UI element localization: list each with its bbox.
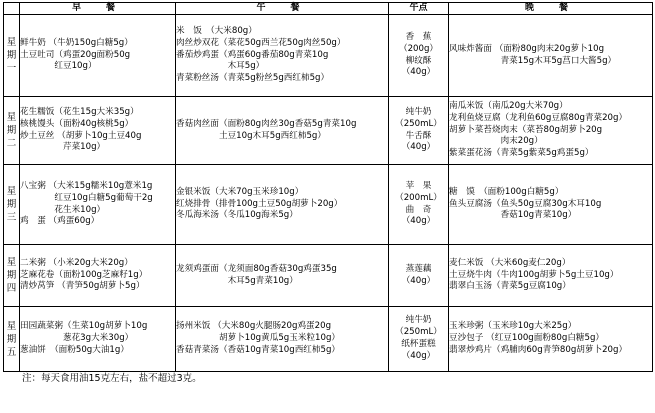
snack-header: 午点 — [389, 3, 449, 15]
day-label: 星 期 二 — [4, 97, 20, 165]
dinner-header: 晚 餐 — [449, 3, 653, 15]
lunch-cell: 米 饭 （大米80g） 肉丝炒双花（菜花50g西兰花50g肉丝50g） 番茄炒鸡蛋（鸡蛋60g番茄80g青菜10g 木耳5g） 青菜粉丝汤（青菜5g粉丝5g西红柿5g） — [176, 15, 389, 97]
day-row-thursday — [4, 245, 653, 307]
breakfast-cell: 田园蔬菜粥（生菜10g胡萝卜10g 葱花3g大米30g） 葱油饼 （面粉50g大油1g） — [20, 307, 176, 372]
snack-cell: 蒸莲藕 （40g） — [389, 245, 449, 307]
breakfast-header: 早 餐 — [20, 3, 176, 15]
breakfast-cell: 鲜牛奶 （牛奶150g白糖5g） 土豆吐司（鸡蛋20g面粉50g 红豆10g） — [20, 15, 176, 97]
corner-cell — [4, 3, 20, 15]
day-label: 星 期 五 — [4, 307, 20, 372]
lunch-cell: 龙须鸡蛋面（龙须面80g香菇30g鸡蛋35g 木耳5g青菜10g） — [176, 245, 389, 307]
dinner-cell: 风味炸酱面 （面粉80g肉末20g萝卜10g 青菜15g木耳5g莒口大酱5g） — [449, 15, 653, 97]
day-row-wednesday — [4, 165, 653, 245]
snack-cell: 香 蕉 （200g） 柳纹酥 （40g） — [389, 15, 449, 97]
lunch-cell: 扬州米饭 （大米80g火腿肠20g鸡蛋20g 胡萝卜10g黄瓜5g玉米粒10g） 香菇青菜汤（香菇10g青菜10g西红柿5g） — [176, 307, 389, 372]
day-label: 星 期 四 — [4, 245, 20, 307]
lunch-cell: 金银米饭（大米70g玉米珍10g） 红烧排骨（排骨100g土豆50g胡萝卜20g） 冬瓜海米汤（冬瓜10g海米5g） — [176, 165, 389, 245]
dinner-cell: 糖 馍 （面粉100g白糖5g） 鱼头豆腐汤（鱼头50g豆腐30g木耳10g 香菇10g青菜10g） — [449, 165, 653, 245]
lunch-header: 午 餐 — [176, 3, 389, 15]
footnote: 注：每天食用油15克左右，盐不超过3克。 — [22, 373, 202, 384]
lunch-cell: 香菇肉丝面（面粉80g肉丝30g香菇5g青菜10g 土豆10g木耳5g西红柿5g） — [176, 97, 389, 165]
dinner-cell: 南瓜米饭（南瓜20g大米70g） 龙利鱼烧豆腐（龙利鱼60g豆腐80g青菜20g） 胡萝卜菜苔烧肉末（菜苔80g胡萝卜20g 肉末20g） 紫菜蛋花汤（青菜5g紫菜5g鸡蛋5g） — [449, 97, 653, 165]
breakfast-cell: 花生糯饭（花生15g大米35g） 核桃馒头（面粉40g核桃5g） 炒土豆丝 （胡萝卜10g土豆40g 芹菜10g） — [20, 97, 176, 165]
breakfast-cell: 八宝粥 （大米15g糯米10g薏米1g 红豆10g白糖5g葡萄干2g 花生米10g） 鸡 蛋 （鸡蛋60g） — [20, 165, 176, 245]
snack-cell: 纯牛奶 （250mL） 牛舌酥 （40g） — [389, 97, 449, 165]
dinner-cell: 麦仁米饭 （大米60g麦仁20g） 土豆烧牛肉（牛肉100g胡萝卜5g土豆10g） 翡翠白玉汤（青菜5g豆腐10g） — [449, 245, 653, 307]
day-label: 星 期 一 — [4, 15, 20, 97]
snack-cell: 纯牛奶 （250mL） 纸杯蛋糕 （40g） — [389, 307, 449, 372]
header-row — [4, 3, 653, 15]
weekly-menu-table — [3, 2, 653, 372]
breakfast-cell: 二米粥 （小米20g大米20g） 芝麻花卷（面粉100g芝麻籽1g） 清炒莴笋 （青笋50g胡萝卜5g） — [20, 245, 176, 307]
day-row-friday — [4, 307, 653, 372]
snack-cell: 苹 果 （200mL） 曲 奇 （40g） — [389, 165, 449, 245]
day-row-monday — [4, 15, 653, 97]
day-row-tuesday — [4, 97, 653, 165]
dinner-cell: 玉米珍粥（玉米珍10g大米25g） 豆沙包子 （红豆100g面粉80g白糖5g） 翡翠炒鸡片（鸡脯肉60g青笋80g胡萝卜20g） — [449, 307, 653, 372]
day-label: 星 期 三 — [4, 165, 20, 245]
